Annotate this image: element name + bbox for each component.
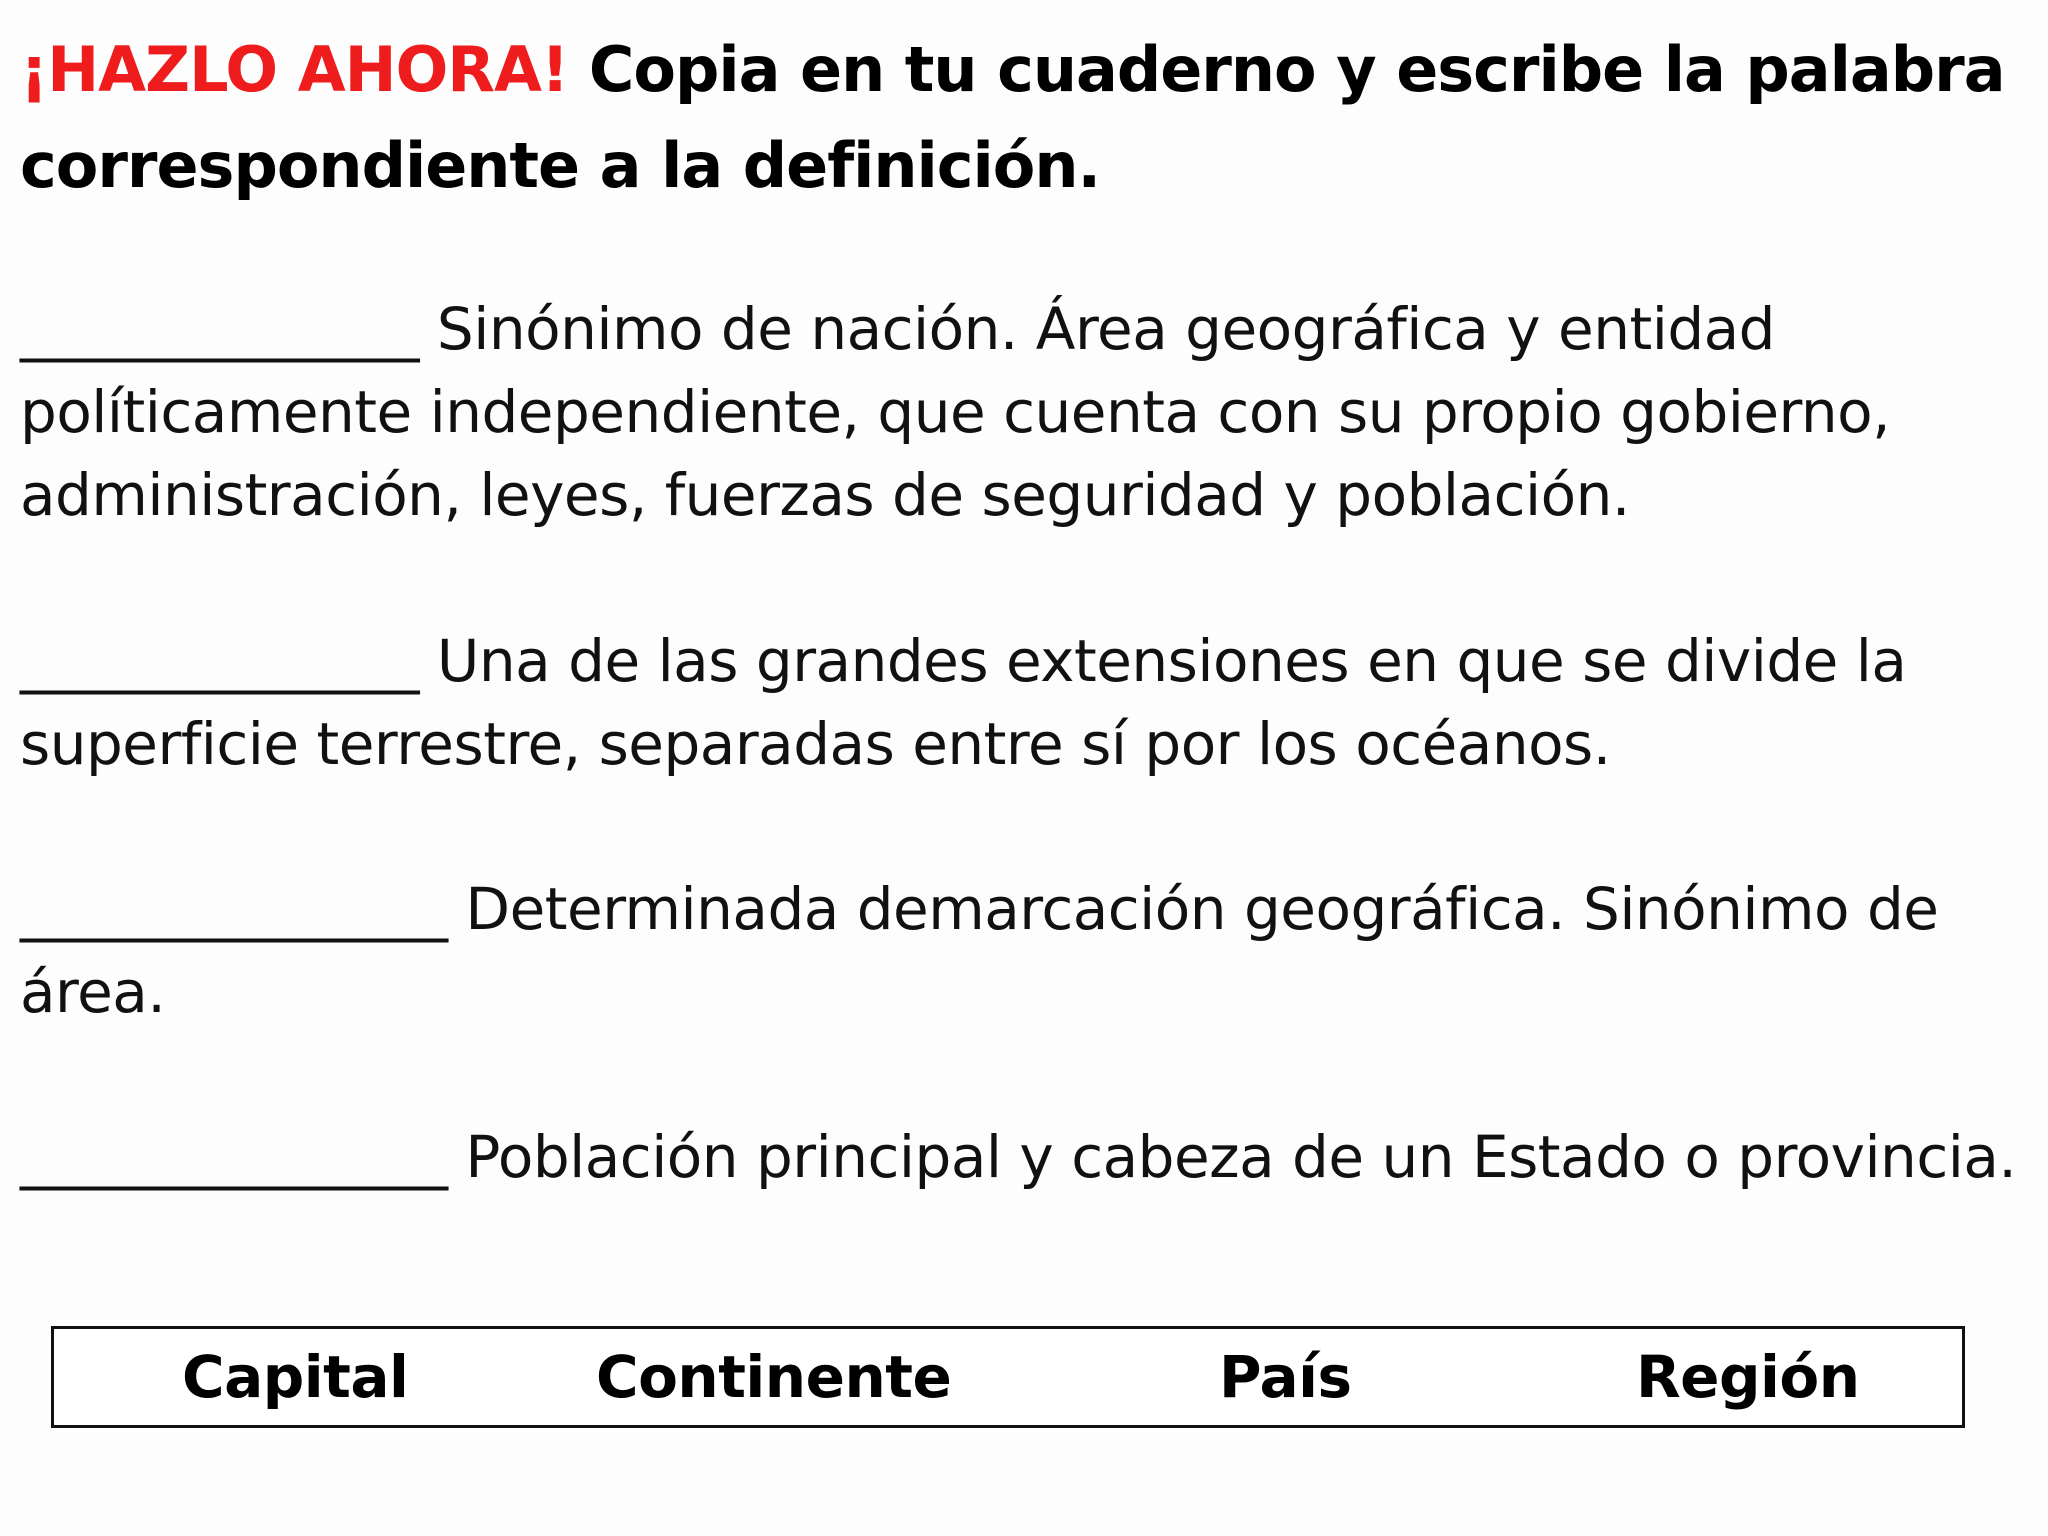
- definition-text: Determinada demarcación geográfica. Sinónimo de área.: [20, 875, 1939, 1026]
- answer-blank: _______________: [20, 1123, 448, 1191]
- definition-item: [20, 868, 2020, 1034]
- definition-item: [20, 1116, 2020, 1199]
- definition-text: Sinónimo de nación. Área geográfica y entidad políticamente independiente, que cuenta con su propio gobierno, administración, leyes, fuerzas de seguridad y población.: [20, 295, 1891, 529]
- word-bank-item-pais: País: [1219, 1343, 1352, 1411]
- definition-item: [20, 288, 2020, 537]
- answer-blank: _______________: [20, 875, 448, 943]
- definition-text: Una de las grandes extensiones en que se divide la superficie terrestre, separadas entre sí por los océanos.: [20, 627, 1907, 778]
- title-instruction: Copia en tu cuaderno y escribe la palabra correspondiente a la definición.: [20, 33, 2005, 202]
- definition-text: Población principal y cabeza de un Estado o provincia.: [447, 1123, 2017, 1191]
- page-title: [20, 22, 2010, 214]
- word-bank-item-region: Región: [1636, 1343, 1860, 1411]
- answer-blank: ______________: [20, 295, 419, 363]
- word-bank-item-continente: Continente: [596, 1343, 952, 1411]
- word-bank-item-capital: Capital: [182, 1343, 409, 1411]
- definition-item: [20, 620, 2020, 786]
- title-accent: ¡HAZLO AHORA!: [20, 33, 569, 106]
- word-bank-box: [51, 1326, 1965, 1428]
- answer-blank: ______________: [20, 627, 419, 695]
